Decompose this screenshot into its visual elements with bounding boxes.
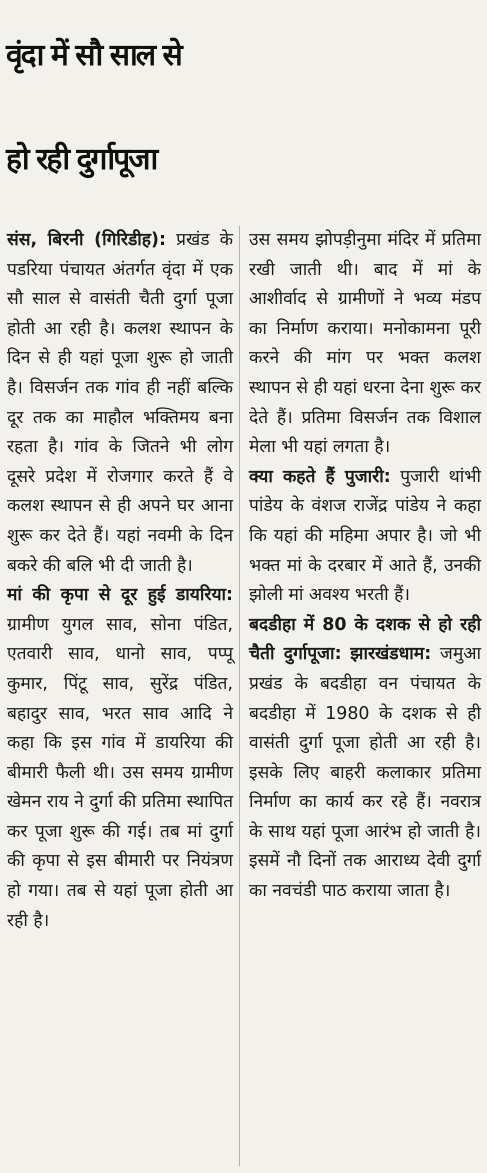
headline-line-1: वृंदा में सौ साल से xyxy=(6,38,181,73)
paragraph-text: पुजारी थांभी पांडेय के वंशज राजेंद्र पांडेय ने कहा कि यहां की महिमा अपार है। जो भी भक्त मां के दरबार में आते हैं, उनकी झोली मां अवश्य भरती हैं। xyxy=(249,466,482,606)
dateline: झारखंडधाम: xyxy=(350,644,432,665)
column-divider xyxy=(239,226,240,1166)
dateline: संस, बिरनी (गिरिडीह): xyxy=(7,230,166,250)
headline xyxy=(6,4,484,212)
article-column-right xyxy=(249,226,481,907)
article-paragraph xyxy=(249,611,481,907)
paragraph-text: जमुआ प्रखंड के बदडीहा वन पंचायत के बदडीहा में 1980 के दशक से ही वासंती दुर्गा पूजा होती आ रही है। इसके लिए बाहरी कलाकार प्रतिमा निर्माण का कार्य कर रहे हैं। नवरात्र के साथ यहां पूजा आरंभ हो जाती है। इसमें नौ दिनों तक आराध्य देवी दुर्गा का नवचंडी पाठ कराया जाता है। xyxy=(249,644,481,902)
subheading: क्या कहते हैं पुजारी: xyxy=(249,466,391,487)
article-paragraph xyxy=(249,463,481,611)
headline-line-2: हो रही दुर्गापूजा xyxy=(6,142,157,177)
article-paragraph: उस समय झोपड़ीनुमा मंदिर में प्रतिमा रखी जाती थी। बाद में मां के आशीर्वाद से ग्रामीणों ने भव्य मंडप का निर्माण कराया। मनोकामना पूरी करने की मांग पर भक्त कलश स्थापन से ही यहां धरना देना शुरू कर देते हैं। प्रतिमा विसर्जन तक विशाल मेला भी यहां लगता है। xyxy=(249,230,481,458)
paragraph-text: ग्रामीण युगल साव, सोना पंडित, एतवारी साव, धानो साव, पप्पू कुमार, पिंटू साव, सुरेंद्र पंडित, बहादुर साव, भरत साव आदि ने कहा कि इस गांव में डायरिया की बीमारी फैली थी। उस समय ग्रामीण खेमन राय ने दुर्गा की प्रतिमा स्थापित कर पूजा शुरू की गई। तब मां दुर्गा की कृपा से इस बीमारी पर नियंत्रण हो गया। तब से यहां पूजा होती आ रही है। xyxy=(7,614,233,931)
article-paragraph xyxy=(7,226,233,581)
paragraph-text: प्रखंड के पडरिया पंचायत अंतर्गत वृंदा में एक सौ साल से वासंती चैती दुर्गा पूजा होती आ रही है। कलश स्थापन के दिन से ही यहां पूजा शुरू हो जाती है। विसर्जन तक गांव ही नहीं बल्कि दूर तक का माहौल भक्तिमय बना रहता है। गांव के जितने भी लोग दूसरे प्रदेश में रोजगार करते हैं वे कलश स्थापन से ही अपने घर आना शुरू कर देते हैं। यहां नवमी के दिन बकरे की बलि भी दी जाती है। xyxy=(7,230,234,576)
article-column-left xyxy=(7,226,233,936)
subheading: मां की कृपा से दूर हुई डायरिया: xyxy=(7,585,233,606)
article-paragraph xyxy=(7,581,233,936)
subheading: बदडीहा में 80 के दशक से हो रही चैती दुर्गापूजा: xyxy=(249,614,481,665)
